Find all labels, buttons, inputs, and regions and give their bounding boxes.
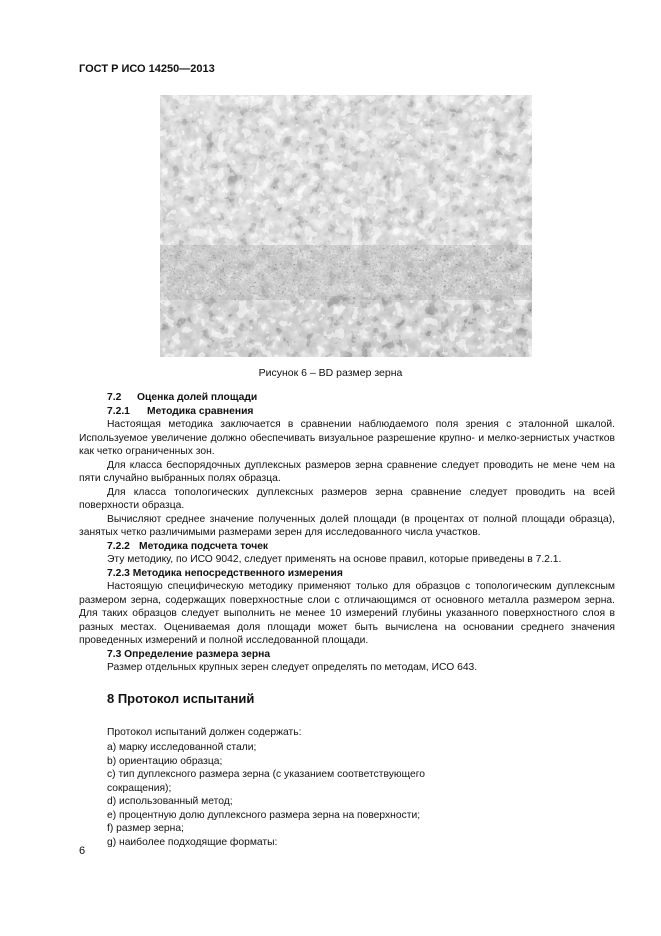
- document-header: ГОСТ Р ИСО 14250—2013: [79, 63, 215, 75]
- paragraph: Настоящую специфическую методику применяют только для образцов с топологическим дуплексным размером зерна, содержащих поверхностные слои с отличающимся от основного металла размером зерна. Для таких образцов следует выполнить не менее 10 измерений глубины указанного поверхностного слоя в разных местах. Оцениваемая доля площади может быть вычислена на основании среднего значения проведенных измерений и полной исследованной площади.: [79, 581, 615, 646]
- section-title: Методика подсчета точек: [139, 540, 269, 552]
- list-item: f) размер зерна;: [107, 823, 184, 834]
- micrograph-image: [160, 95, 532, 357]
- list-item: b) ориентацию образца;: [107, 755, 223, 767]
- paragraph: Настоящая методика заключается в сравнении наблюдаемого поля зрения с эталонной шкалой. Используемое увеличение должно обеспечивать визуальное разрешение крупно- и мелко-зернистых участков как четко ограниченных зон.: [79, 419, 615, 457]
- section-number: 7.2: [107, 392, 122, 403]
- paragraph: Эту методику, по ИСО 9042, следует применять на основе правил, которые приведены в 7.2.1.: [107, 554, 562, 565]
- paragraph: Размер отдельных крупных зерен следует определять по методам, ИСО 643.: [107, 662, 478, 673]
- figure-caption: Рисунок 6 – BD размер зерна: [258, 367, 403, 379]
- list-item: c) тип дуплексного размера зерна (с указанием соответствующего: [107, 769, 425, 780]
- section-7-3-heading: 7.3 Определение размера зерна: [107, 648, 271, 660]
- section-8-heading: 8 Протокол испытаний: [107, 690, 255, 706]
- list-item: d) использованный метод;: [107, 796, 233, 807]
- protocol-intro: Протокол испытаний должен содержать:: [107, 726, 302, 738]
- document-body: [79, 391, 615, 849]
- protocol-items-list: [107, 741, 487, 849]
- list-item: g) наиболее подходящие форматы:: [107, 836, 278, 848]
- section-7-2-1-heading: [107, 405, 615, 419]
- list-item: a) марку исследованной стали;: [107, 742, 257, 753]
- section-number: 7.2.2: [107, 540, 130, 552]
- section-number: 7.2.1: [107, 405, 130, 417]
- section-7-2-heading: [107, 391, 615, 405]
- section-title: Оценка долей площади: [137, 392, 258, 403]
- section-7-2-3-heading: 7.2.3 Методика непосредственного измерения: [107, 567, 343, 579]
- section-7-2-2-heading: [107, 540, 615, 554]
- list-item: e) процентную долю дуплексного размера зерна на поверхности;: [107, 809, 421, 821]
- page-number: 6: [79, 845, 86, 857]
- section-title: Методика сравнения: [147, 405, 254, 417]
- paragraph: Для класса топологических дуплексных размеров зерна сравнение следует проводить на всей поверхности образца.: [79, 486, 615, 511]
- list-item: сокращения);: [107, 782, 172, 794]
- paragraph: Вычисляют среднее значение полученных долей площади (в процентах от полной площади образца), занятых четко различимыми размерами зерен для исследованного числа участков.: [79, 513, 615, 538]
- paragraph: Для класса беспорядочных дуплексных размеров зерна сравнение следует проводить не мене чем на пяти случайно выбранных полях образца.: [79, 459, 615, 484]
